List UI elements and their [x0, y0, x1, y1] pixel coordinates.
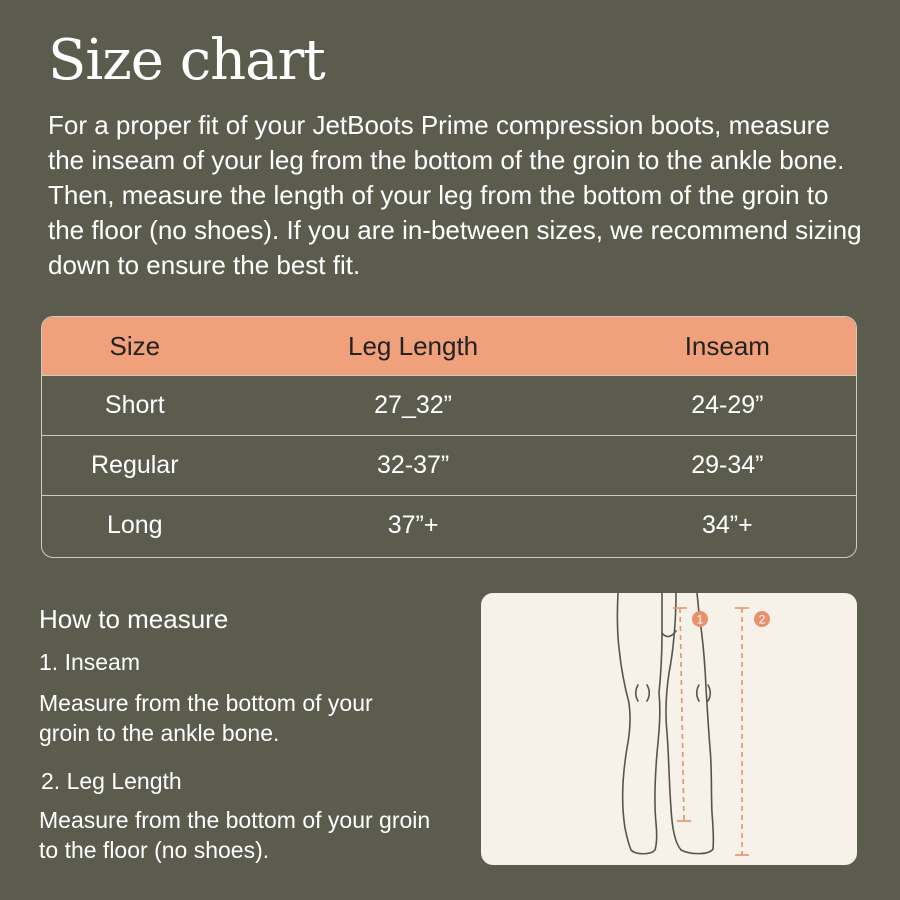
leg-length-measure-line: [735, 608, 749, 855]
cell-inseam: 34”+: [701, 511, 753, 539]
left-leg-outline: [617, 593, 662, 854]
cell-leg-length: 37”+: [387, 511, 439, 539]
intro-text: For a proper fit of your JetBoots Prime compression boots, measure the inseam of your leg from the bottom of the groin to the ankle bone. Then, measure the length of your leg from the bottom of the groin to the floor (no shoes). If you are in-between sizes, we recommend sizing down to ensure the best fit.: [48, 110, 862, 280]
cell-leg-length: 32-37”: [376, 451, 450, 479]
table-row: [42, 375, 856, 435]
page-title: Size chart: [48, 28, 325, 93]
header-leg-length: Leg Length: [348, 330, 479, 361]
header-inseam: Inseam: [684, 330, 770, 361]
step1-text: Measure from the bottom of your groin to the ankle bone.: [39, 690, 373, 746]
legs-illustration: [481, 593, 857, 865]
table-row: [42, 495, 856, 555]
step2-text: Measure from the bottom of your groin to the floor (no shoes).: [39, 807, 431, 863]
step1-title: 1. Inseam: [39, 649, 140, 675]
table-row: [42, 435, 856, 495]
inseam-measure-line: [673, 608, 691, 821]
step2-title: 2. Leg Length: [41, 768, 182, 794]
cell-inseam: 24-29”: [691, 391, 764, 419]
cell-inseam: 29-34”: [691, 451, 764, 479]
size-table: [41, 316, 857, 558]
table-header: [42, 317, 856, 375]
right-leg-outline: [666, 593, 713, 854]
howto-heading: How to measure: [39, 604, 229, 634]
right-knee-icon: [697, 685, 711, 701]
left-knee-icon: [636, 685, 650, 701]
cell-size: Long: [106, 511, 163, 539]
measure-diagram: [481, 593, 857, 865]
marker-1-label: 1: [696, 612, 704, 627]
marker-2-label: 2: [758, 612, 766, 627]
cell-size: Short: [104, 391, 165, 419]
header-size: Size: [109, 330, 161, 361]
cell-leg-length: 27_32”: [374, 391, 453, 419]
cell-size: Regular: [90, 451, 179, 479]
